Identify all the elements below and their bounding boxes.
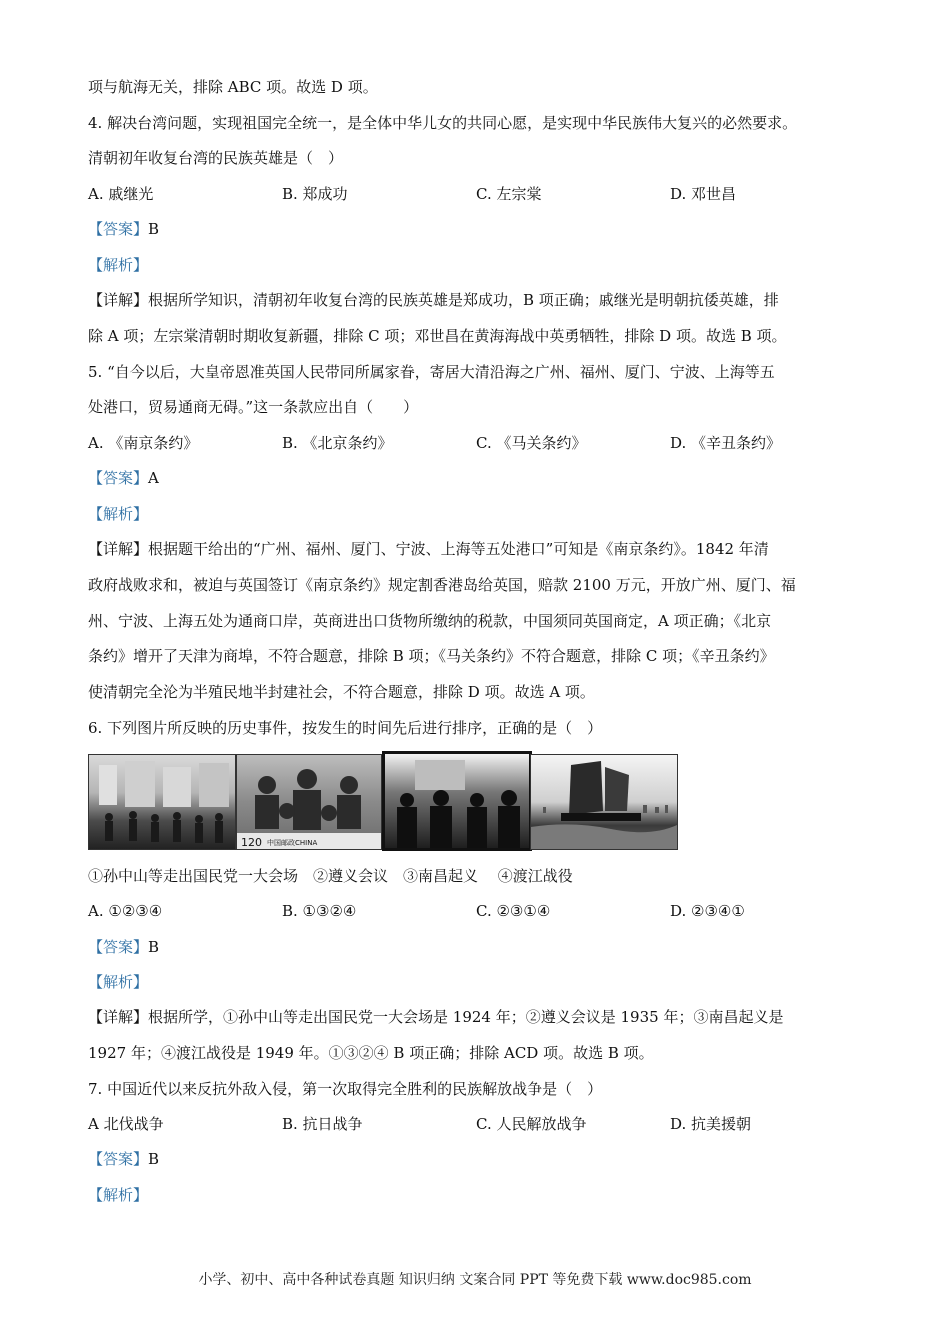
photo-nanchang-uprising [382, 751, 532, 851]
detail-line: 条约》增开了天津为商埠，不符合题意，排除 B 项；《马关条约》不符合题意，排除 C 项；《辛丑条约》 [88, 647, 775, 665]
detail-line: 1927 年；④渡江战役是 1949 年。①③②④ B 项正确；排除 ACD 项。故选 B 项。 [88, 1044, 654, 1062]
question-7: 7. 中国近代以来反抗外敌入侵，第一次取得完全胜利的民族解放战争是（ ） [88, 1080, 603, 1098]
option-a: A. 《南京条约》 [88, 434, 199, 452]
answer-line [88, 219, 159, 239]
question-4-stem: 清朝初年收复台湾的民族英雄是（ ） [88, 149, 344, 167]
answer-value: B [148, 1150, 160, 1168]
detail-line [88, 290, 779, 310]
photo-yangtze-crossing [530, 754, 678, 850]
analysis-tag: 【解析】 [88, 973, 149, 991]
option-a: A 北伐战争 [88, 1115, 164, 1133]
analysis-tag: 【解析】 [88, 505, 149, 523]
detail-line: 除 A 项；左宗棠清朝时期收复新疆，排除 C 项；邓世昌在黄海海战中英勇牺牲，排除 D 项。故选 B 项。 [88, 327, 787, 345]
detail-tag: 【详解】 [88, 540, 149, 558]
option-d: D. 邓世昌 [670, 185, 737, 203]
analysis-tag: 【解析】 [88, 256, 149, 274]
detail-text: 根据所学，①孙中山等走出国民党一大会场是 1924 年；②遵义会议是 1935 年；③南昌起义是 [148, 1008, 784, 1026]
detail-line [88, 1007, 783, 1027]
text-line: 项与航海无关，排除 ABC 项。故选 D 项。 [88, 78, 378, 96]
option-d: D. ②③④① [670, 902, 745, 920]
detail-text: 根据题干给出的“广州、福州、厦门、宁波、上海等五处港口”可知是《南京条约》。1842 年清 [148, 540, 769, 558]
answer-value: A [148, 469, 159, 487]
analysis-tag: 【解析】 [88, 1186, 149, 1204]
detail-tag: 【详解】 [88, 291, 149, 309]
option-a: A. 戚继光 [88, 185, 154, 203]
answer-value: B [148, 938, 160, 956]
option-b: B. 抗日战争 [282, 1115, 363, 1133]
option-c: C. 《马关条约》 [476, 434, 587, 452]
option-c: C. 左宗棠 [476, 185, 542, 203]
detail-line: 政府战败求和，被迫与英国签订《南京条约》规定割香港岛给英国，赔款 2100 万元，开放广州、厦门、福 [88, 576, 796, 594]
stamp-text: 中国邮政CHINA [267, 839, 318, 847]
question-4: 4. 解决台湾问题，实现祖国完全统一，是全体中华儿女的共同心愿，是实现中华民族伟大复兴的必然要求。 [88, 114, 798, 132]
option-b: B. 郑成功 [282, 185, 348, 203]
question-5-stem: 处港口，贸易通商无碍。”这一条款应出自（ ） [88, 398, 419, 416]
detail-line: 使清朝完全沦为半殖民地半封建社会，不符合题意，排除 D 项。故选 A 项。 [88, 683, 595, 701]
question-6: 6. 下列图片所反映的历史事件，按发生的时间先后进行排序，正确的是（ ） [88, 719, 603, 737]
answer-line [88, 1149, 159, 1169]
answer-tag: 【答案】 [88, 938, 149, 956]
answer-value: B [148, 220, 160, 238]
question-5: 5. “自今以后，大皇帝恩准英国人民带同所属家眷，寄居大清沿海之广州、福州、厦门、宁波、上海等五 [88, 363, 775, 381]
answer-line [88, 468, 159, 488]
detail-line: 州、宁波、上海五处为通商口岸，英商进出口货物所缴纳的税款，中国须同英国商定，A 项正确；《北京 [88, 612, 772, 630]
option-c: C. ②③①④ [476, 902, 551, 920]
answer-tag: 【答案】 [88, 1150, 149, 1168]
detail-text: 根据所学知识，清朝初年收复台湾的民族英雄是郑成功，B 项正确；戚继光是明朝抗倭英雄，排 [148, 291, 779, 309]
page-footer: 小学、初中、高中各种试卷真题 知识归纳 文案合同 PPT 等免费下载 www.doc985.com [198, 1272, 752, 1288]
historical-photos [88, 754, 676, 850]
answer-tag: 【答案】 [88, 220, 149, 238]
detail-tag: 【详解】 [88, 1008, 149, 1026]
photo-zunyi-stamp [236, 754, 382, 850]
option-a: A. ①②③④ [88, 902, 163, 920]
option-c: C. 人民解放战争 [476, 1115, 587, 1133]
stamp-value: 120 [241, 836, 262, 849]
option-b: B. ①③②④ [282, 902, 357, 920]
option-d: D. 抗美援朝 [670, 1115, 752, 1133]
detail-line [88, 539, 769, 559]
option-d: D. 《辛丑条约》 [670, 434, 782, 452]
question-6-items: ①孙中山等走出国民党一大会场 ②遵义会议 ③南昌起义 ④渡江战役 [88, 867, 573, 885]
option-b: B. 《北京条约》 [282, 434, 393, 452]
answer-tag: 【答案】 [88, 469, 149, 487]
answer-line [88, 937, 159, 957]
photo-kmt-congress [88, 754, 236, 850]
